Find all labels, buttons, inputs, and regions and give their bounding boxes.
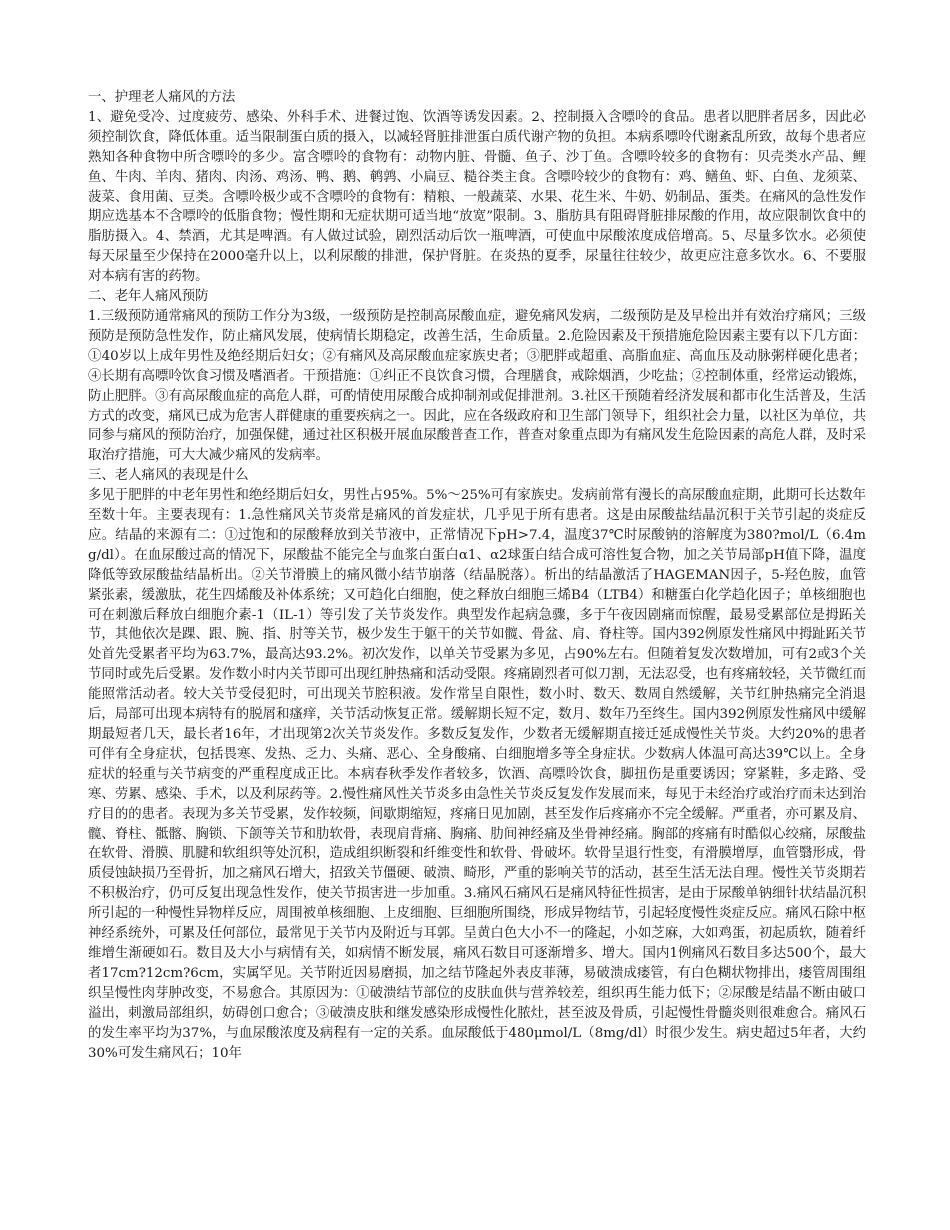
section-1-body: 1、避免受冷、过度疲劳、感染、外科手术、进餐过饱、饮酒等诱发因素。2、控制摄入含嘌呤的食品。患者以肥胖者居多，因此必须控制饮食，降低体重。适当限制蛋白质的摄入，以减轻肾脏排泄蛋白质代谢产物的负担。本病系嘌呤代谢紊乱所致，故每个患者应熟知各种食物中所含嘌呤的多少。富含嘌呤的食物有：动物内脏、骨髓、鱼子、沙丁鱼。含嘌呤较多的食物有：贝壳类水产品、鲤鱼、牛肉、羊肉、猪肉、肉汤、鸡汤、鸭、鹅、鹌鹑、小扁豆、糙谷类主食。含嘌呤较少的食物有：鸡、鳝鱼、虾、白鱼、龙须菜、菠菜、食用菌、豆类。含嘌呤极少或不含嘌呤的食物有：精粮、一般蔬菜、水果、花生米、牛奶、奶制品、蛋类。在痛风的急性发作期应选基本不含嘌呤的低脂食物；慢性期和无症状期可适当地“放宽”限制。3、脂肪具有阻碍肾脏排尿酸的作用，故应限制饮食中的脂肪摄入。4、禁酒，尤其是啤酒。有人做过试验，剧烈活动后饮一瓶啤酒，可使血中尿酸浓度成倍增高。5、尽量多饮水。必须使每天尿量至少保持在2000毫升以上，以利尿酸的排泄，保护肾脏。在炎热的夏季，尿量往往较少，故更应注意多饮水。6、不要服对本病有害的药物。 [88,109,866,285]
document-page [88,88,866,1063]
section-2-heading: 二、老年人痛风预防 [88,289,209,305]
section-3-body: 多见于肥胖的中老年男性和绝经期后妇女，男性占95%。5%～25%可有家族史。发病前常有漫长的高尿酸血症期，此期可长达数年至数十年。主要表现有：1.急性痛风关节炎常是痛风的首发症状，几乎见于所有患者。这是由尿酸盐结晶沉积于关节引起的炎症反应。结晶的来源有二：①过饱和的尿酸释放到关节液中，正常情况下pH>7.4，温度37℃时尿酸钠的溶解度为380?mol/L（6.4mg/dl）。在血尿酸过高的情况下，尿酸盐不能完全与血浆白蛋白α1、α2球蛋白结合成可溶性复合物，加之关节局部pH值下降，温度降低等致尿酸盐结晶析出。②关节滑膜上的痛风微小结节崩落（结晶脱落）。析出的结晶激活了HAGEMAN因子，5-羟色胺，血管紧张素，缓激肽，花生四烯酸及补体系统；又可趋化白细胞，使之释放白细胞三烯B4（LTB4）和糖蛋白化学趋化因子；单核细胞也可在刺激后释放白细胞介素-1（IL-1）等引发了关节炎发作。典型发作起病急骤，多于午夜因剧痛而惊醒，最易受累部位是拇跖关节，其他依次是踝、跟、腕、指、肘等关节，极少发生于躯干的关节如髋、骨盆、肩、脊柱等。国内392例原发性痛风中拇趾跖关节处首先受累者平均为63.7%，最高达93.2%。初次发作，以单关节受累为多见，占90%左右。但随着复发次数增加，可有2或3个关节同时或先后受累。发作数小时内关节即可出现红肿热痛和活动受限。疼痛剧烈者可似刀割，无法忍受，也有疼痛较轻，关节微红而能照常活动者。较大关节受侵犯时，可出现关节腔积液。发作常呈自限性，数小时、数天、数周自然缓解，关节红肿热痛完全消退后，局部可出现本病特有的脱屑和瘙痒，关节活动恢复正常。缓解期长短不定，数月、数年乃至终生。国内392例原发性痛风中缓解期最短者几天，最长者16年，才出现第2次关节炎发作。多数反复发作，少数者无缓解期直接迁延成慢性关节炎。大约20%的患者可伴有全身症状，包括畏寒、发热、乏力、头痛、恶心、全身酸痛、白细胞增多等全身症状。少数病人体温可高达39℃以上。全身症状的轻重与关节病变的严重程度成正比。本病春秋季发作者较多，饮酒、高嘌呤饮食，脚扭伤是重要诱因；穿紧鞋，多走路、受寒、劳累、感染、手术，以及利尿药等。2.慢性痛风性关节炎多由急性关节炎反复发作发展而来，每见于未经治疗或治疗而未达到治疗目的的患者。表现为多关节受累，发作较频，间歇期缩短，疼痛日见加剧，甚至发作后疼痛亦不完全缓解。严重者，亦可累及肩、髋、脊柱、骶髂、胸锁、下颌等关节和肋软骨，表现肩背痛、胸痛、肋间神经痛及坐骨神经痛。胸部的疼痛有时酷似心绞痛，尿酸盐在软骨、滑膜、肌腱和软组织等处沉积，造成组织断裂和纤维变性和软骨、骨破坏。软骨呈退行性变，有滑膜增厚，血管翳形成，骨质侵蚀缺损乃至骨折，加之痛风石增大，招致关节僵硬、破溃、畸形，严重的影响关节的活动，甚至生活无法自理。慢性关节炎期若不积极治疗，仍可反复出现急性发作，使关节损害进一步加重。3.痛风石痛风石是痛风特征性损害，是由于尿酸单钠细针状结晶沉积所引起的一种慢性异物样反应，周围被单核细胞、上皮细胞、巨细胞所围绕，形成异物结节，引起轻度慢性炎症反应。痛风石除中枢神经系统外，可累及任何部位，最常见于关节内及附近与耳郭。呈黄白色大小不一的隆起，小如芝麻，大如鸡蛋，初起质软，随着纤维增生渐硬如石。数目及大小与病情有关，如病情不断发展，痛风石数目可逐渐增多、增大。国内1例痛风石数目多达500个，最大者17cm?12cm?6cm，实属罕见。关节附近因易磨损，加之结节隆起外表皮菲薄，易破溃成瘘管，有白色糊状物排出，瘘管周围组织呈慢性肉芽肿改变，不易愈合。其原因为：①破溃结节部位的皮肤血供与营养较差，组织再生能力低下；②尿酸是结晶不断由破口溢出，刺激局部组织，妨碍创口愈合；③破溃皮肤和继发感染形成慢性化脓灶，甚至波及骨质，引起慢性骨髓炎则很难愈合。痛风石的发生率平均为37%，与血尿酸浓度及病程有一定的关系。血尿酸低于480μmol/L（8mg/dl）时很少发生。病史超过5年者，大约30%可发生痛风石；10年 [88,488,866,1061]
section-1-heading: 一、护理老人痛风的方法 [88,90,236,105]
section-2-body: 1.三级预防通常痛风的预防工作分为3级，一级预防是控制高尿酸血症，避免痛风发病，二级预防是及早检出并有效治疗痛风；三级预防是预防急性发作，防止痛风发展，使病情长期稳定，改善生活，生命质量。2.危险因素及干预措施危险因素主要有以下几方面：①40岁以上成年男性及绝经期后妇女；②有痛风及高尿酸血症家族史者；③肥胖或超重、高脂血症、高血压及动脉粥样硬化患者；④长期有高嘌呤饮食习惯及嗜酒者。干预措施：①纠正不良饮食习惯，合理膳食，戒除烟酒，少吃盐；②控制体重，经常运动锻炼，防止肥胖。③有高尿酸血症的高危人群，可酌情使用尿酸合成抑制剂或促排泄剂。3.社区干预随着经济发展和都市化生活普及，生活方式的改变，痛风已成为危害人群健康的重要疾病之一。因此，应在各级政府和卫生部门领导下，组织社会力量，以社区为单位，共同参与痛风的预防治疗，加强保健，通过社区积极开展血尿酸普查工作，普查对象重点即为有痛风发生危险因素的高危人群，及时采取治疗措施，可大大减少痛风的发病率。 [88,308,866,464]
section-3-heading: 三、老人痛风的表现是什么 [88,468,249,484]
